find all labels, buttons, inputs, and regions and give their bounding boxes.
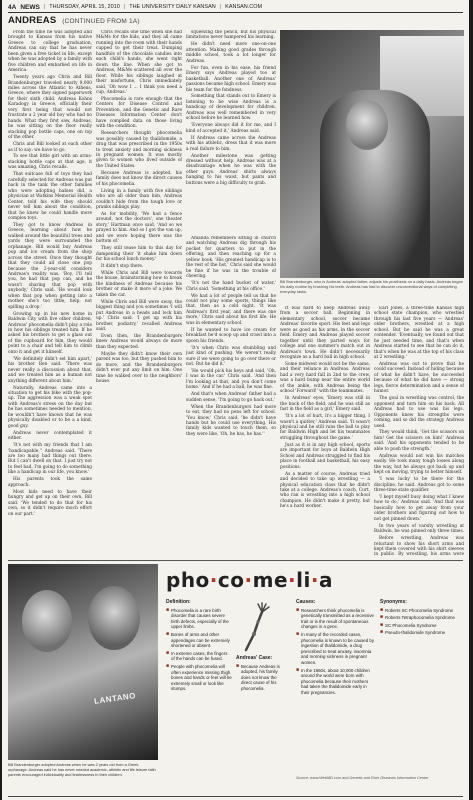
family-photo-caption: Bill Brandenburger adopted Andreas when he was 2 years old from a Greek orphanage. Andreas said he has never needed academic, athletic and life leisure faith parents encouraged individuality and fearlessness in their children. — [8, 762, 156, 777]
title-dot: · — [310, 568, 319, 592]
headline-title: ANDREAS — [8, 15, 57, 26]
andreas-case-section — [236, 656, 286, 694]
article-paragraph: They would think, 'Get the scissors on him! Get the scissors on him!' Andreas said. 'And his opponents tended to be able to push the strength.' — [374, 430, 464, 452]
photo-face-father — [22, 590, 72, 652]
article-paragraph: While Chris and Bill were away, the biggest thing and you sometimes 'I will put Andreas in a heads and lock him up.' Chris said. 'I got up with his brother, podiatry,' recalled Andreas said. — [96, 299, 182, 333]
sources-note: Source: www.WebMD.com and Genetic and Rare Diseases Information Center — [296, 776, 429, 780]
article-paragraph: In Andreas' eyes, 'Emery was still in the back of the field, and he was still as fast in the field as a girl,' Emery said. — [280, 396, 370, 413]
title-syllable: pho — [166, 568, 210, 592]
article-paragraph: Maybe they didn't know their own parent was too, but they pushed him to do more, and the Brandenburgers didn't ever put any limit on him. One time he walked over to the neighbors' house. — [96, 351, 182, 385]
section-name: NEWS — [20, 3, 40, 11]
photo-head — [346, 100, 388, 150]
article-paragraph: To see that little girl with an arms-stacking bottle caps at that age, it was amazing, Chris recalls. — [8, 154, 92, 171]
phocomelia-title — [166, 568, 463, 598]
title-dot: · — [209, 568, 218, 592]
fact-item — [166, 651, 232, 662]
causes-heading: Causes: — [296, 599, 316, 605]
article-paragraph: He didn't need more one-on-one attention. Making good grades through middle school, took a lot longer for Andreas. — [186, 42, 276, 64]
article-paragraph: We had a lot of people tell us that he could not play some sports, things like that, then as a cold night. 'It was Andreas's first year, and there was one more,' Chris said about his first life. He was in elementary school. — [186, 293, 276, 326]
article-paragraph: Earl Jones, a three-time Kansas high school state champion, who wrestled through his last five years — Andreas' older brothers, wrestled at a high school. But he said he was a great contender. 'Eventually, we found out that he just needed time, and that's when Andreas started to see that he can do it, that's when he was at the top of his class at 2 wrestling.' — [374, 306, 464, 361]
separator: | — [43, 4, 46, 10]
article-paragraph: As a matter of course, Andreas tried and decided to take up wrestling — a physical education class that he didn't take at a college. Andreas's coach, Curt, who ran is wrestling into a high school champion. He didn't make it pretty, but he's a hard worker. — [280, 471, 370, 510]
article-paragraph: Twenty years ago Chris and Bill Brandenburger traveled nearly 9,000 miles across the Atlantic to Athens, Greece, where they signed paperwork for their sixth child. Andreas Kohns Karadogy in Greece, officially their very first being that would not frustrate a 2 year old boy who had no hands. What they first saw, Andreas, he was sitting on the floor really stacking pop bottle caps, one on top of the other. — [8, 75, 92, 141]
definition-section — [166, 600, 232, 694]
bullet-icon: ■ — [296, 630, 300, 637]
article-paragraph: In two years of varsity wrestling at Baldwin, he was pinned only three times. — [374, 523, 464, 535]
article-paragraph: As for mobility, 'We had a fence around, not the doctors', one theater story,' Hartman once said. 'And so we prayed to him. And so I got the van up, and we were hoping there was the bottom of.' — [96, 212, 182, 245]
andreas-case-heading: Andreas' Case: — [236, 655, 273, 661]
article-paragraph: Most kids need to have their hungry and get up on their own, Bill said. 'We tended to do that for his own, so it didn't require much effort on our part.' — [8, 489, 92, 517]
fact-text: Phocomelia is a rare birth disorder that causes severe birth defects, especially of the upper limbs. — [171, 607, 229, 630]
fact-item — [236, 664, 286, 692]
main-photo — [280, 30, 464, 278]
definition-heading: Definition: — [166, 599, 191, 605]
article-paragraph: They got to know Andreas in Greece, learning about how he walked around the beautiful trees and yards they were surrounded the orphanage. Bill would buy Andreas pop and ice cream from the shop across the street. Once they thought that they could all close one pop because the 2-year-old considers Andreas's reality was. 'Boy, I'll tell you, he had that pop can, and he wasn't sharing that pop with anybody,' Chris said. 'He would look when that pop when getting into a mother she's too little, help, not spilling a drop.' — [8, 222, 92, 310]
article-paragraph: Andreas would not win his matches easily. He took many tough losses along the way, but he always got back up and kept on moving, trying to better himself. — [374, 453, 464, 476]
bullet-icon: ■ — [380, 621, 384, 628]
fact-item — [380, 608, 463, 614]
article-paragraph: 'It's not with my friends that I am 'handicapable,'' Andreas said. 'There are too many bad things out there. But I can't dwell on that. I just try not to feel bad. I'm going to do something like a handicap in our life, you know.' — [8, 443, 92, 476]
synonyms-heading: Synonyms: — [380, 599, 407, 605]
header-rule — [8, 12, 463, 13]
article-paragraph: It was hard to keep Andreas away from a soccer ball. Beginning in elementary school, soccer became Andreas' favorite sport. His feet and legs were as good as his arms, in the soccer field. Emery and Andreas played soccer together until they parted ways for college and one summer's match out in Andreas's town. He didn't necessarily recognize as a hard ball in high school. — [280, 306, 370, 361]
title-syllable: co — [217, 568, 245, 592]
fact-item — [380, 623, 463, 629]
article-paragraph: If Andreas came across the Andreas with his athletic, dress that it was more a real failure to him. — [186, 135, 276, 152]
headline-continued: (CONTINUED FROM 1A) — [62, 18, 140, 25]
synonyms-section — [380, 600, 463, 780]
article-paragraph: 'I kept myself busy doing what I knew how to do,' Andreas said. 'And that was basically how to get away from your older brothers and figuring out how to not get pinned down.' — [374, 494, 464, 522]
article-paragraph: Just as it is in any high school, sports are important for boys at Baldwin High School and Andreas struggled to find his place in football and basketball, his easy positions. — [280, 442, 370, 470]
article-paragraph: The goal in wrestling was control, the opponent and turn him on his back. All Andreas had to use was his legs. Opponents knew his strengths were coming, and so did the strategy Andreas used. — [374, 396, 464, 429]
title-dot: · — [244, 568, 253, 592]
fact-text: Roberts Tetraphocomelia Syndrome — [385, 615, 455, 621]
fact-text: Roberts SC Phocomelia Syndrome — [385, 607, 454, 613]
skeleton-arm-illustration — [236, 600, 290, 654]
fact-item — [166, 608, 232, 630]
footer-rule — [8, 796, 463, 797]
article-paragraph: Chris recalls one time when she had M&Ms for the kids, and they all came running into the room with their hands cupped to get their treat. Dumping handfuls of the chocolate candies into each child's hands, she went right down the line. When she got to Andreas, M&Ms scattered all over the floor. While his siblings laughed at their misfortune, Chris immediately said, 'Oh wow I ... I think you need a cup, Andreas.' — [96, 30, 182, 95]
title-syllable: a — [318, 568, 333, 592]
article-paragraph: Before wrestling, Andreas was reluctant to show his short arms and kept them covered with his shirt sleeves in public. By wrestling, his arms were — [374, 536, 464, 558]
title-syllable: me — [252, 568, 289, 592]
article-paragraph: It didn't stop there. — [101, 264, 144, 270]
andreas-case-list — [236, 664, 286, 692]
article-paragraph: 'He would pick his keys and said, 'Oh, I was in the car.' Chris said. 'And then I'm looking at that, and you don't come home.' And if he had a ball, he was fine. — [186, 368, 276, 391]
bullet-icon: ■ — [296, 606, 300, 613]
website: KANSAN.COM — [225, 4, 263, 10]
bullet-icon: ■ — [166, 630, 170, 637]
article-paragraph: For fun, even in his ease, his friend Emery says Andreas played too at basketball. Another one of Andreas' passions became high school. Emery was his team for the fondness. — [186, 65, 276, 93]
photo-shirt-text: LANTANO — [93, 691, 137, 706]
title-syllable: li — [296, 568, 311, 592]
fact-item — [166, 664, 232, 692]
article-paragraph: Andreas never contemplated it either. — [8, 430, 92, 442]
definition-box — [166, 600, 463, 788]
article-paragraph: Chris and Bill looked at each other as if to say: we have to go. — [8, 142, 92, 153]
article-paragraph: Growing up in his new home in Baldwin City with five other children, Andreas' phocomelia didn't play a role in how his siblings treated him. If he asked his brothers to get a glass out of the cupboard for him, they would point to a chair and tell him to climb onto it and get it himself. — [8, 311, 92, 355]
jump-headline — [8, 15, 140, 27]
article-paragraph: Living in a family with five siblings who are all older than him, Andreas couldn't hide from the tough love or pranks siblings play. — [96, 188, 182, 211]
article-paragraph: His parents took the same approach. — [8, 477, 92, 488]
article-paragraph: They still tease him to this day for dampening their 'it shake him down for his school lunch money.' — [96, 246, 182, 263]
article-paragraph: While Chris and Bill were towards the house, brainstorming how to break the kindness of Andreas because his brother or make it more of a joke. We taken the car. — [96, 271, 182, 298]
article-paragraph: Phocomelia is rare enough that the Centers for Disease Control and Prevention, and the Genetic and Rare Diseases Information Center don't have complied data on those living with the condition. — [96, 96, 182, 130]
fact-text: Bones of arms and other appendages can be extremely shortened or absent. — [171, 631, 230, 649]
section-divider — [8, 560, 463, 561]
article-column-3 — [186, 236, 276, 556]
bullet-icon: ■ — [166, 606, 170, 613]
article-paragraph: squeezing the pencil, but his physical limitations never hampered his learning. — [186, 30, 276, 41]
article-paragraph: Naturally, Andreas came into a situation to get his bike with the pop-up. The aggression was a weak spot with Andreas's stress on the day but he has sometimes needed to mention, he wouldn't have known that he was physically disabled or to be a a kind, good guy. — [8, 385, 92, 429]
family-photo — [8, 564, 158, 760]
article-paragraph: Andreas was out to prove that he could succeed. Instead of hiding because of what he didn't have, he succeeded because of what he did have — strong legs, fierce determination and a sense of humor. — [374, 362, 464, 395]
article-paragraph: 'We definitely didn't set him apart,' his brother Ben said. 'There was never really a discussion about that, and we treated him as a human not anything different about him.' — [8, 356, 92, 384]
bullet-icon: ■ — [380, 614, 384, 621]
fact-text: Pseudo-thalidomide Syndrome — [385, 630, 446, 636]
article-paragraph: Some midwest would not be the same, and their reliance in Andreas. Andreas had a very hard fall in 2nd to the crew, was a hard bump near the entire world of the ankle, with Andreas being the school 'Forward!' with the teammates. — [280, 362, 370, 395]
article-column-1 — [8, 30, 92, 558]
article-column-5 — [374, 306, 464, 558]
synonyms-list — [380, 608, 463, 636]
newspaper-page — [2, 0, 469, 800]
title-dot: · — [288, 568, 297, 592]
article-paragraph: Even then, the Brandenburgers knew Andreas would always do more than they expected. — [96, 334, 182, 350]
bullet-icon: ■ — [296, 666, 300, 673]
causes-list — [296, 608, 376, 696]
article-column-4 — [280, 306, 370, 558]
fact-text: SC Phocomelia Syndrome — [385, 622, 437, 628]
main-photo-caption: Bill Brandenburger, who is Andreas' adopted father, adjusts his prosthesis on a daily basis. Andreas began his daily routine by brushing his teeth. Andreas has had to discover unconventional ways of completing everyday tasks. — [280, 279, 463, 294]
article-paragraph: 'It's not the hand bucket of water,' Chris said. 'Something at his office.' — [186, 281, 276, 292]
article-paragraph: 'It's when Chris was stumbling and just kind of pushing. We weren't really sure if we were going to go over there or not. But he did it.' — [186, 345, 276, 367]
article-paragraph: 'I was lucky to be there for the discipline, he said. Andreas got to some three-time state qualifier. — [374, 477, 464, 493]
bullet-icon: ■ — [166, 649, 170, 656]
bullet-icon: ■ — [380, 629, 384, 636]
article-paragraph: And that's when Andreas' father had a sudden sense, 'I'm going to go back out.' — [186, 392, 276, 403]
article-paragraph: That suitcase full of toys they had carefully selected for Andreas was put back in the tank the other families who were adopting babies did, a physician at Watkins Memorial Health Center, told his wife they should never tell him about the condition, that he knew he could handle more complex toys. — [8, 172, 92, 221]
article-paragraph: Researchers thought phocomelia was possibly caused by thalidomide, a drug that was prescribed in the 1950s to treat anxiety and morning sickness in pregnant women. It was mostly given to women who lived outside of the United States. — [96, 131, 182, 169]
separator: | — [123, 4, 126, 10]
article-paragraph: Something that stands out to Emery is listening to be wise Andreas is a handicap of development for children. Andreas was well remembered in very school before he learned how. — [186, 94, 276, 122]
fact-item — [166, 632, 232, 649]
fact-item — [296, 632, 376, 666]
page-number: 4A — [8, 3, 17, 11]
fact-text: In extreme cases, the fingers of the hands can be fused. — [171, 650, 228, 662]
article-column-3-top — [186, 30, 276, 230]
photo-face-andreas — [88, 586, 140, 650]
fact-text: Because Andreas is adopted, his family does not know the direct cause of his phocomelia. — [241, 663, 280, 691]
article-paragraph: From the time he was adopted and brought to Kansas from his native Greece to college graduation, Andreas can say that he has never been given a free ticket in life, except when he was adopted by a family with five children and embarked on life in America. — [8, 30, 92, 74]
bullet-icon: ■ — [236, 662, 240, 669]
article-paragraph: Because Andreas is adopted, his family does not know the direct causes of his phocomelia. — [96, 170, 182, 187]
fact-text: People with phocomelia will often experience missing thigh bones and hands or feet will be extremely small or look like stumps. — [171, 663, 232, 692]
definition-list — [166, 608, 232, 692]
page-header — [8, 2, 463, 12]
article-paragraph: Amanda remembers sitting in church and watching Andreas dig through his pocket for quarters to put in the offering, and then reaching up for a yellow book. 'His greatest handicap is to the rest of the hot,' Chris said she would be fine if he was in the trouble of cheering. — [186, 236, 276, 280]
article-paragraph: 'It's a lot of hurt, it's a bigger thing. I wasn't a quitter,' Andreas said. 'It wasn't physical and he still runs the ball to play for Baldwin High and let his teammates struggling throughout the game.' — [280, 414, 370, 441]
article-paragraph: If he wanted to have ice cream for breakfast he'd scoop up and crawl into a spoon his friends. — [186, 327, 276, 344]
bullet-icon: ■ — [166, 662, 170, 669]
newspaper-name: THE UNIVERSITY DAILY KANSAN — [129, 4, 216, 10]
bullet-icon: ■ — [380, 606, 384, 613]
fact-text: In many of the recorded cases, phocomelia is known to be caused by ingestion of thalidomide, a drug prescribed to treat anxiety, insomnia and morning sickness in pregnant women. — [301, 631, 375, 665]
article-paragraph: 'Everyone always did it for me, and I kind of accepted it,' Andreas said. — [186, 123, 276, 134]
issue-date: THURSDAY, APRIL 15, 2010 — [49, 4, 120, 10]
fact-item — [296, 608, 376, 630]
fact-item — [380, 615, 463, 621]
fact-text: In the 1960s, about 10,000 children around the world were born with phocomelia because their mothers had taken the thalidomide early in their pregnancies. — [301, 667, 370, 695]
causes-section — [296, 600, 376, 698]
article-paragraph: Another milestone was getting dressed without help. Andreas was at a disadvantage when he was with the other guys. Andreas' shirts always hanging to his waist, but pants and buttons were a big difficulty to grab. — [186, 153, 276, 186]
fact-item — [380, 630, 463, 636]
article-paragraph: When the Brandenburgers had more to eat, they had no pens left for school. 'You know,' Chris said, 'he didn't have hands but he could use everything. His family kids wanted to touch them, so they were like, 'Oh, he has, he has.'' — [186, 404, 276, 437]
article-column-2 — [96, 30, 182, 558]
phocomelia-feature — [8, 564, 463, 794]
fact-item — [296, 668, 376, 696]
separator: | — [219, 4, 222, 10]
fact-text: Researchers think phocomelia is genetically transmitted as a recessive trait or is the result of spontaneous changes in a gene. — [301, 607, 374, 630]
